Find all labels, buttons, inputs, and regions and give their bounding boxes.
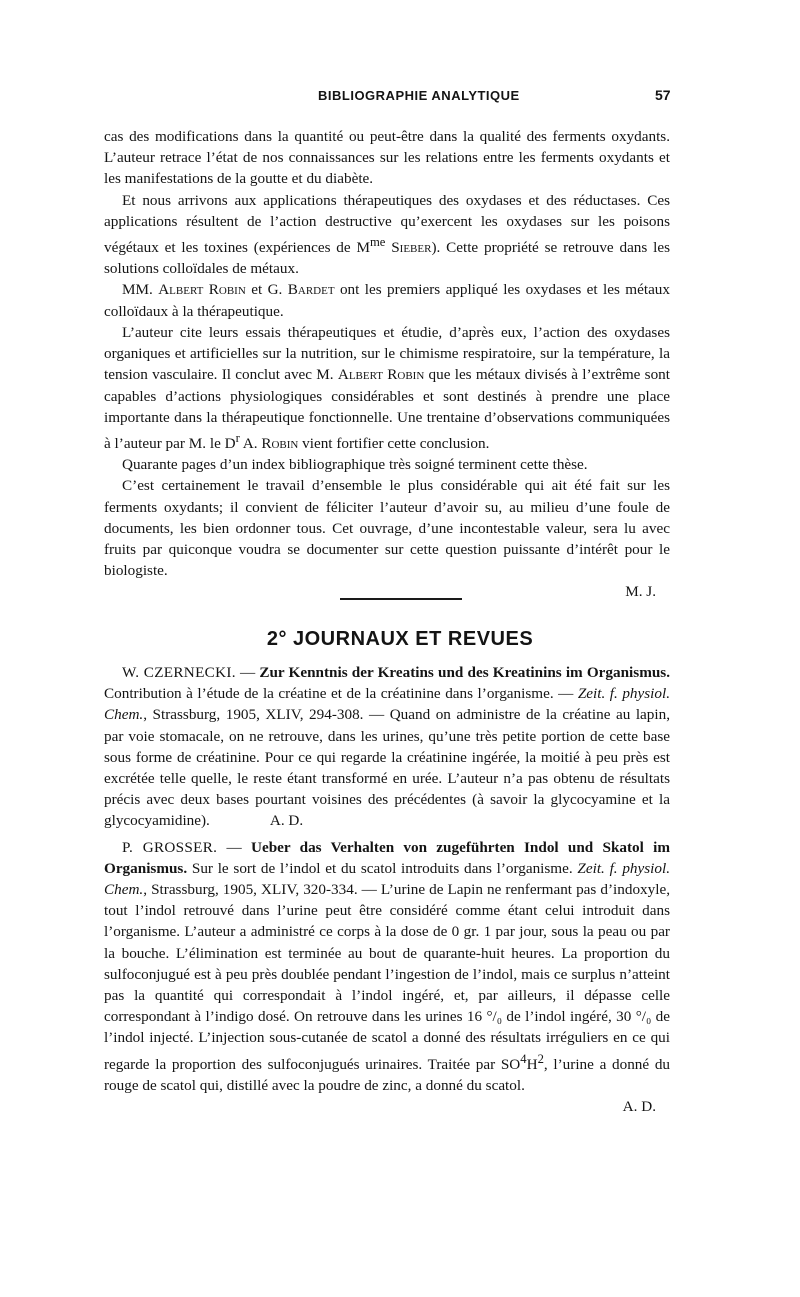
entry-title: Zur Kenntnis der Kreatins und des Kreatinins im Organismus. [259,664,670,681]
section-divider [340,598,462,600]
entry-signature-2: A. D. [622,1098,656,1116]
entry-grosser: P. GROSSER. — Ueber das Verhalten von zugeführten Indol und Skatol im Organismus. Sur le sort de l’indol et du scatol introduits dans l’organisme. Zeit. f. physiol. Chem., Strassburg, 1905, XLIV, 320-334. — L’urine de Lapin ne renfermant pas d’indoxyle, tout l’indol retrouvé dans l’urine peut être considéré comme étant celui introduit dans l’organisme. L’auteur a administré ce corps à la dose de 0 gr. 1 par jour, sous la peau ou par la bouche. L’élimination est terminée au bout de quarante-huit heures. La proportion du sulfoconjugué est à peu près doublée pendant l’ingestion de l’indol, mais ce surplus n’atteint pas la quantité qui correspondait à l’indol ingéré, et, par ailleurs, il dépasse celle correspondant à l’indigo dosé. On retrouve dans les urines 16 °/₀ de l’indol ingéré, 30 °/₀ de l’indol injecté. L’injection sous-cutanée de scatol a donné des résultats irréguliers en ce qui regarde la proportion des sulfoconjugués urinaires. Traitée par $SO^4H^2$, l’urine a donné du rouge de scatol qui, distillé avec la poudre de zinc, a donné du scatol. [104,838,671,1094]
entry-signature: A. D. [269,812,304,830]
review-paragraph-6: C’est certainement le travail d’ensemble le plus considérable qui ait été fait sur les ferments oxydants; il convient de féliciter l’auteur d’avoir su, au milieu d’une foule de documents, les bien ordonner tous. Cet ouvrage, d’une incontestable valeur, sera lu avec fruits par quiconque voudra se documenter sur cette question puissante d’intérêt pour le biologiste. [104,477,670,580]
review-paragraph-2: Et nous arrivons aux applications thérapeutiques des oxydases et des réductases. Ces applications résultent de l’action destructive qu’exercent les oxydases sur les poisons végétaux et les toxines (expériences de $M^{me}$ Sieber). Cette propriété se retrouve dans les solutions colloïdales de métaux. [104,191,670,278]
review-paragraph-1: cas des modifications dans la quantité ou peut-être dans la qualité des ferments oxydants. L’auteur retrace l’état de nos connaissances sur les relations entre les ferments oxydants et les manifestations de la goutte et du diabète. [104,128,670,188]
review-paragraph-4: L’auteur cite leurs essais thérapeutiques et étudie, d’après eux, l’action des oxydases organiques et artificielles sur la nutrition, sur le chimisme respiratoire, sur la température, la tension vasculaire. Il conclut avec M. Albert Robin que les métaux divisés à l’extrême sont capables d’actions physiologiques considérables et sont destinés à prendre une place importante dans la thérapeutique fonctionnelle. Une trentaine d’observations communiquées à l’auteur par M. le $D^r$ A. Robin vient fortifier cette conclusion. [104,323,670,452]
page-number: 57 [655,87,671,103]
entry-czernecki: W. CZERNECKI. — Zur Kenntnis der Kreatins und des Kreatinins im Organismus. Contribution à l’étude de la créatine et de la créatinine dans l’organisme. — Zeit. f. physiol. Chem., Strassburg, 1905, XLIV, 294-308. — Quand on administre de la créatine au lapin, par voie stomacale, on ne retrouve, dans les urines, qu’une très petite portion de cette base sous forme de créatinine. Pour ce qui regarde la créatinine ingérée, la moitié à peu près est excrétée telle quelle, le reste étant transformé en urée. L’auteur n’a pas obtenu de résultats précis avec deux bases pourtant voisines des précédentes (à savoir la glycocyamine et la glycocyamidine). A. D. [104,664,670,830]
review-continuation [104,126,670,603]
journal-entries [104,662,670,1117]
entry-author: P. GROSSER. [122,838,218,856]
review-paragraph-5: Quarante pages d’un index bibliographique très soigné terminent cette thèse. [122,456,588,474]
review-paragraph-3: MM. Albert Robin et G. Bardet ont les premiers appliqué les oxydases et les métaux colloïdaux à la thérapeutique. [104,281,670,320]
entry-author: W. CZERNECKI. [122,664,236,681]
entry-title: Ueber das Verhalten von zugeführten Indol und Skatol im Organismus. [104,838,670,877]
entry-journal: Zeit. f. physiol. Chem. [104,685,670,724]
entry-journal: Zeit. f. physiol. Chem. [104,859,670,899]
review-signature: M. J. [625,583,656,601]
section-title: 2° JOURNAUX ET REVUES [266,628,534,650]
running-head: BIBLIOGRAPHIE ANALYTIQUE [318,88,520,103]
